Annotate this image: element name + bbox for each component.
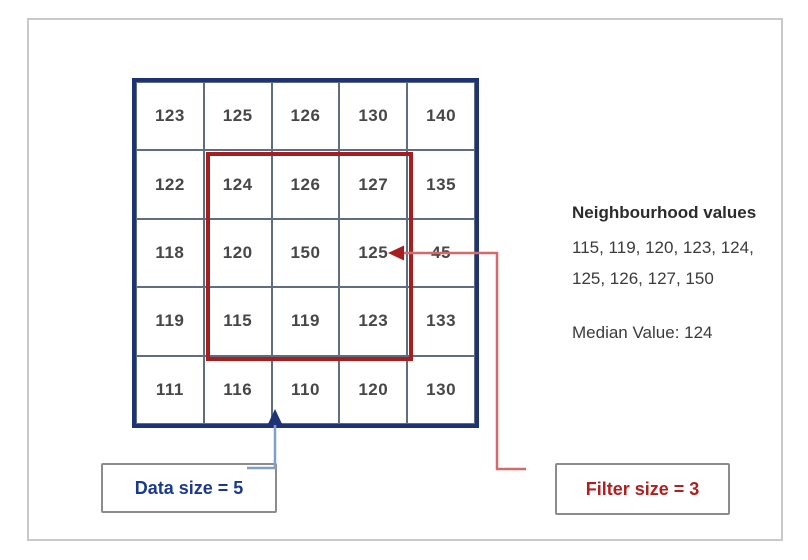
- grid-cell: 115: [204, 287, 272, 355]
- grid-cell: 123: [136, 82, 204, 150]
- grid-cell: 127: [339, 150, 407, 218]
- grid-cell: 110: [272, 356, 340, 424]
- grid-cell: 135: [407, 150, 475, 218]
- grid-cell: 111: [136, 356, 204, 424]
- grid-cell: 130: [339, 82, 407, 150]
- grid-cell: 119: [272, 287, 340, 355]
- grid-cell: 120: [204, 219, 272, 287]
- neighbourhood-values-title: Neighbourhood values: [572, 203, 757, 222]
- grid-cell: 140: [407, 82, 475, 150]
- grid-cell: 116: [204, 356, 272, 424]
- grid-cell: 133: [407, 287, 475, 355]
- grid-cell: 150: [272, 219, 340, 287]
- grid-cell: 126: [272, 150, 340, 218]
- neighbourhood-annotation: [572, 203, 807, 343]
- data-grid: [132, 78, 479, 428]
- data-size-label: Data size = 5: [134, 477, 244, 498]
- grid-cell: 120: [339, 356, 407, 424]
- median-value-label: Median Value: 124: [572, 323, 713, 342]
- grid-cell: 118: [136, 219, 204, 287]
- grid-cell: 125: [204, 82, 272, 150]
- neighbourhood-values-line2: 125, 126, 127, 150: [572, 269, 714, 288]
- grid-cell: 45: [407, 219, 475, 287]
- figure-frame: [27, 18, 783, 541]
- grid-cell: 122: [136, 150, 204, 218]
- grid-cell: 119: [136, 287, 204, 355]
- data-size-callout: [101, 463, 277, 513]
- grid-cell: 130: [407, 356, 475, 424]
- grid-cell: 124: [204, 150, 272, 218]
- filter-size-callout: [555, 463, 730, 515]
- grid-cell: 125: [339, 219, 407, 287]
- filter-size-label: Filter size = 3: [585, 478, 700, 499]
- grid-cell: 123: [339, 287, 407, 355]
- grid-cell: 126: [272, 82, 340, 150]
- neighbourhood-values-line1: 115, 119, 120, 123, 124,: [572, 238, 754, 257]
